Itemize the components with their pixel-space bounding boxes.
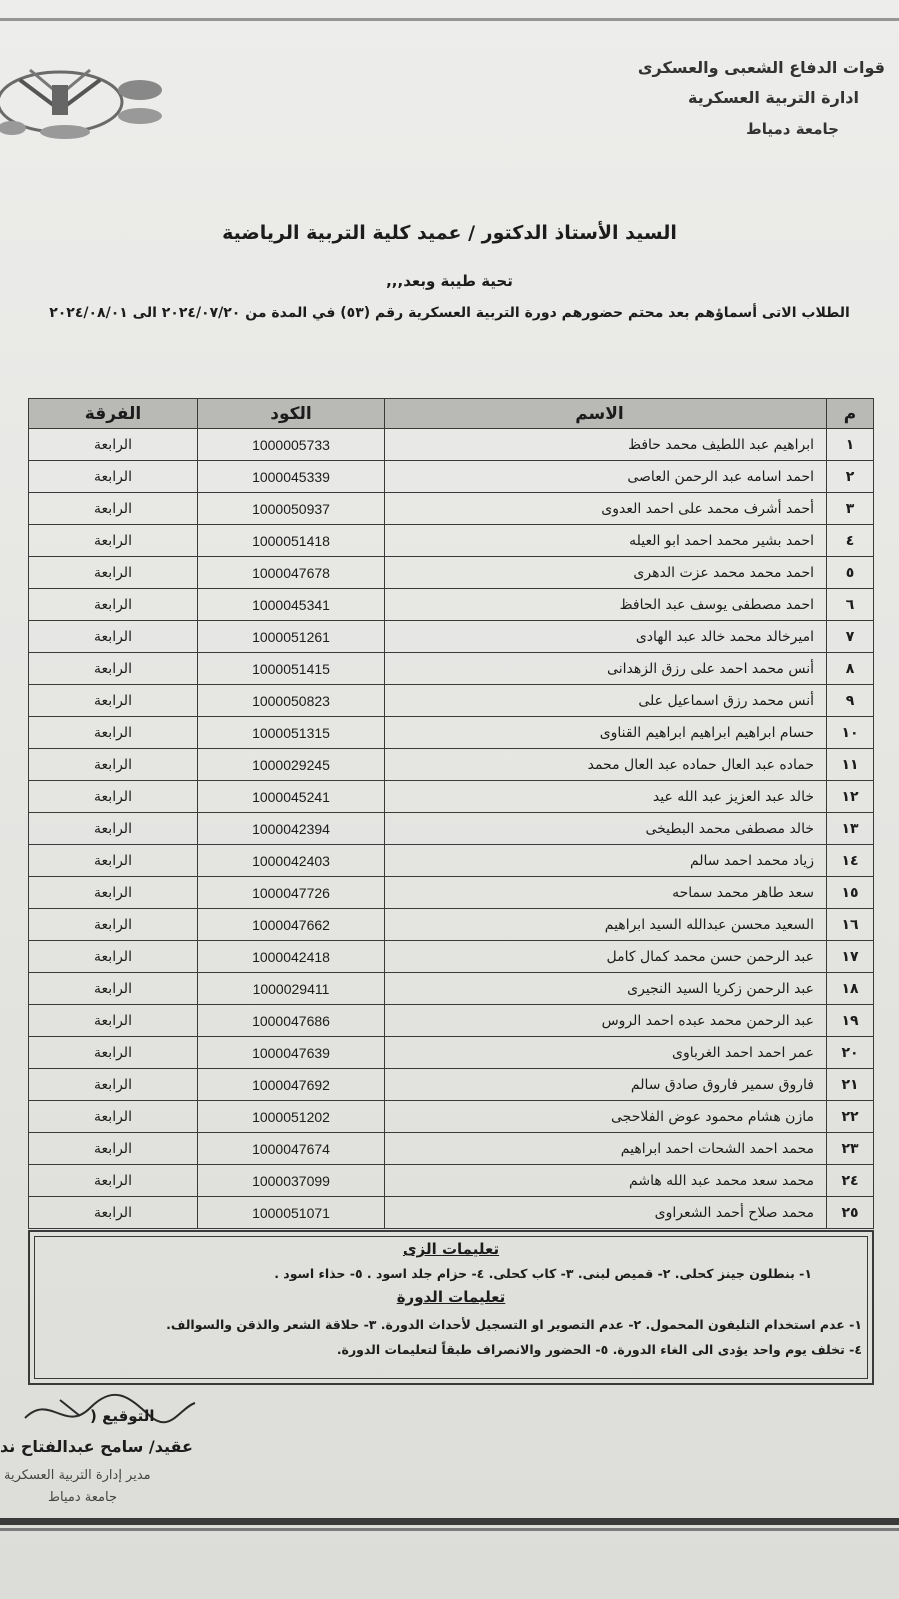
row-year: الرابعة — [29, 685, 198, 717]
row-code: 1000042403 — [198, 845, 385, 877]
row-name: خالد مصطفى محمد البطيخى — [385, 813, 827, 845]
row-name: محمد سعد محمد عبد الله هاشم — [385, 1165, 827, 1197]
row-index: ١٣ — [827, 813, 874, 845]
row-index: ١ — [827, 429, 874, 461]
header-code: الكود — [198, 399, 385, 429]
row-index: ٢٠ — [827, 1037, 874, 1069]
row-year: الرابعة — [29, 749, 198, 781]
table-row — [29, 717, 874, 749]
table-row — [29, 1133, 874, 1165]
table-row — [29, 557, 874, 589]
table-row — [29, 749, 874, 781]
row-year: الرابعة — [29, 653, 198, 685]
table-header-row — [29, 399, 874, 429]
row-index: ١٦ — [827, 909, 874, 941]
table-row — [29, 781, 874, 813]
row-name: أحمد أشرف محمد على احمد العدوى — [385, 493, 827, 525]
uniform-instructions-line: ١- بنطلون جينز كحلى. ٢- قميص لبنى. ٣- كاب كحلى. ٤- حزام جلد اسود . ٥- حذاء اسود . — [274, 1266, 812, 1281]
row-code: 1000047726 — [198, 877, 385, 909]
row-index: ١٥ — [827, 877, 874, 909]
row-code: 1000051071 — [198, 1197, 385, 1229]
row-code: 1000050823 — [198, 685, 385, 717]
row-index: ٢٤ — [827, 1165, 874, 1197]
row-code: 1000051261 — [198, 621, 385, 653]
row-name: حسام ابراهيم ابراهيم ابراهيم القناوى — [385, 717, 827, 749]
row-name: مازن هشام محمود عوض الفلاحجى — [385, 1101, 827, 1133]
signatory-title: مدير إدارة التربية العسكرية — [4, 1468, 151, 1483]
row-code: 1000047662 — [198, 909, 385, 941]
table-row — [29, 877, 874, 909]
row-name: خالد عبد العزيز عبد الله عيد — [385, 781, 827, 813]
row-index: ٨ — [827, 653, 874, 685]
course-instructions-line-1: ١- عدم استخدام التليفون المحمول. ٢- عدم التصوير او التسجيل لأحداث الدورة. ٣- حلاقة الشعر والذقن والسوالف. — [166, 1317, 862, 1332]
letter-intro: الطلاب الاتى أسماؤهم بعد محتم حضورهم دورة التربية العسكرية رقم (٥٣) في المدة من ٢٠٢٤/٠٧/٢٠ الى ٢٠٢٤/٠٨/٠١ — [49, 305, 850, 321]
table-row — [29, 1101, 874, 1133]
table-row — [29, 461, 874, 493]
row-index: ٥ — [827, 557, 874, 589]
instructions-box — [28, 1230, 874, 1385]
table-row — [29, 525, 874, 557]
table-row — [29, 1005, 874, 1037]
table-row — [29, 1037, 874, 1069]
row-code: 1000029411 — [198, 973, 385, 1005]
row-name: عبد الرحمن زكريا السيد النجيرى — [385, 973, 827, 1005]
row-code: 1000051202 — [198, 1101, 385, 1133]
table-row — [29, 813, 874, 845]
row-name: اميرخالد محمد خالد عبد الهادى — [385, 621, 827, 653]
row-index: ٧ — [827, 621, 874, 653]
row-code: 1000047692 — [198, 1069, 385, 1101]
row-name: ابراهيم عبد اللطيف محمد حافظ — [385, 429, 827, 461]
row-index: ٢٢ — [827, 1101, 874, 1133]
row-index: ٢١ — [827, 1069, 874, 1101]
row-index: ١٠ — [827, 717, 874, 749]
row-year: الرابعة — [29, 1133, 198, 1165]
row-year: الرابعة — [29, 1101, 198, 1133]
table-row — [29, 621, 874, 653]
students-table-body — [29, 429, 874, 1229]
row-code: 1000005733 — [198, 429, 385, 461]
row-year: الرابعة — [29, 845, 198, 877]
row-year: الرابعة — [29, 781, 198, 813]
signatory-university: جامعة دمياط — [48, 1490, 117, 1505]
table-row — [29, 1165, 874, 1197]
row-code: 1000045241 — [198, 781, 385, 813]
row-name: عبد الرحمن محمد عبده احمد الروس — [385, 1005, 827, 1037]
table-row — [29, 685, 874, 717]
row-index: ١٩ — [827, 1005, 874, 1037]
row-name: أنس محمد احمد على رزق الزهدانى — [385, 653, 827, 685]
signature-label: التوقيع ( — [90, 1407, 155, 1425]
row-name: عمر احمد احمد الغرباوى — [385, 1037, 827, 1069]
table-row — [29, 909, 874, 941]
row-year: الرابعة — [29, 909, 198, 941]
row-year: الرابعة — [29, 621, 198, 653]
letter-salutation: السيد الأستاذ الدكتور / عميد كلية التربية الرياضية — [222, 222, 677, 244]
row-year: الرابعة — [29, 1005, 198, 1037]
row-name: محمد احمد الشحات احمد ابراهيم — [385, 1133, 827, 1165]
row-name: احمد اسامه عبد الرحمن العاصى — [385, 461, 827, 493]
row-index: ١٢ — [827, 781, 874, 813]
row-code: 1000045341 — [198, 589, 385, 621]
row-index: ١٨ — [827, 973, 874, 1005]
row-code: 1000047686 — [198, 1005, 385, 1037]
table-row — [29, 1197, 874, 1229]
course-instructions-title: تعليمات الدورة — [396, 1288, 506, 1306]
table-row — [29, 429, 874, 461]
table-row — [29, 941, 874, 973]
row-year: الرابعة — [29, 1165, 198, 1197]
letter-greeting: تحية طيبة وبعد,,, — [386, 272, 513, 290]
table-row — [29, 845, 874, 877]
row-year: الرابعة — [29, 1197, 198, 1229]
row-name: احمد محمد محمد عزت الدهرى — [385, 557, 827, 589]
row-year: الرابعة — [29, 877, 198, 909]
row-code: 1000051415 — [198, 653, 385, 685]
row-index: ١٧ — [827, 941, 874, 973]
row-name: عبد الرحمن حسن محمد كمال كامل — [385, 941, 827, 973]
bottom-border — [0, 1518, 899, 1525]
row-code: 1000045339 — [198, 461, 385, 493]
header-forces-name: قوات الدفاع الشعبى والعسكرى — [637, 58, 885, 77]
row-name: محمد صلاح أحمد الشعراوى — [385, 1197, 827, 1229]
row-name: زياد محمد احمد سالم — [385, 845, 827, 877]
row-index: ٢٣ — [827, 1133, 874, 1165]
row-year: الرابعة — [29, 525, 198, 557]
row-name: احمد مصطفى يوسف عبد الحافظ — [385, 589, 827, 621]
row-code: 1000051315 — [198, 717, 385, 749]
table-row — [29, 973, 874, 1005]
row-index: ٢٥ — [827, 1197, 874, 1229]
row-code: 1000042418 — [198, 941, 385, 973]
row-name: فاروق سمير فاروق صادق سالم — [385, 1069, 827, 1101]
row-code: 1000047639 — [198, 1037, 385, 1069]
row-index: ٦ — [827, 589, 874, 621]
row-index: ٣ — [827, 493, 874, 525]
row-index: ٤ — [827, 525, 874, 557]
header-university: جامعة دمياط — [746, 120, 839, 138]
header-name: الاسم — [385, 399, 827, 429]
table-row — [29, 589, 874, 621]
emblem-logo — [0, 40, 170, 150]
row-name: سعد طاهر محمد سماحه — [385, 877, 827, 909]
row-index: ٩ — [827, 685, 874, 717]
signatory-name: عقيد/ سامح عبدالفتاح ند — [0, 1437, 193, 1456]
row-year: الرابعة — [29, 493, 198, 525]
row-code: 1000029245 — [198, 749, 385, 781]
row-year: الرابعة — [29, 461, 198, 493]
row-year: الرابعة — [29, 813, 198, 845]
row-year: الرابعة — [29, 557, 198, 589]
row-name: السعيد محسن عبدالله السيد ابراهيم — [385, 909, 827, 941]
top-border — [0, 18, 899, 21]
row-index: ١٤ — [827, 845, 874, 877]
row-year: الرابعة — [29, 973, 198, 1005]
row-code: 1000051418 — [198, 525, 385, 557]
row-code: 1000037099 — [198, 1165, 385, 1197]
row-code: 1000047674 — [198, 1133, 385, 1165]
row-name: حماده عبد العال حماده عبد العال محمد — [385, 749, 827, 781]
row-year: الرابعة — [29, 1069, 198, 1101]
header-year: الفرقة — [29, 399, 198, 429]
row-name: أنس محمد رزق اسماعيل على — [385, 685, 827, 717]
row-year: الرابعة — [29, 429, 198, 461]
row-year: الرابعة — [29, 589, 198, 621]
table-row — [29, 493, 874, 525]
row-index: ١١ — [827, 749, 874, 781]
header-index: م — [827, 399, 874, 429]
students-table — [28, 398, 874, 1229]
row-code: 1000042394 — [198, 813, 385, 845]
bottom-border-thin — [0, 1528, 899, 1531]
row-year: الرابعة — [29, 941, 198, 973]
row-year: الرابعة — [29, 717, 198, 749]
course-instructions-line-2: ٤- تخلف يوم واحد يؤدى الى الغاء الدورة. ٥- الحضور والانصراف طبقاً لتعليمات الدورة. — [336, 1342, 862, 1357]
row-index: ٢ — [827, 461, 874, 493]
header-department: ادارة التربية العسكرية — [688, 88, 859, 107]
table-row — [29, 653, 874, 685]
row-code: 1000047678 — [198, 557, 385, 589]
uniform-instructions-title: تعليمات الزى — [402, 1240, 500, 1258]
row-year: الرابعة — [29, 1037, 198, 1069]
row-code: 1000050937 — [198, 493, 385, 525]
row-name: احمد بشير محمد احمد ابو العيله — [385, 525, 827, 557]
table-row — [29, 1069, 874, 1101]
